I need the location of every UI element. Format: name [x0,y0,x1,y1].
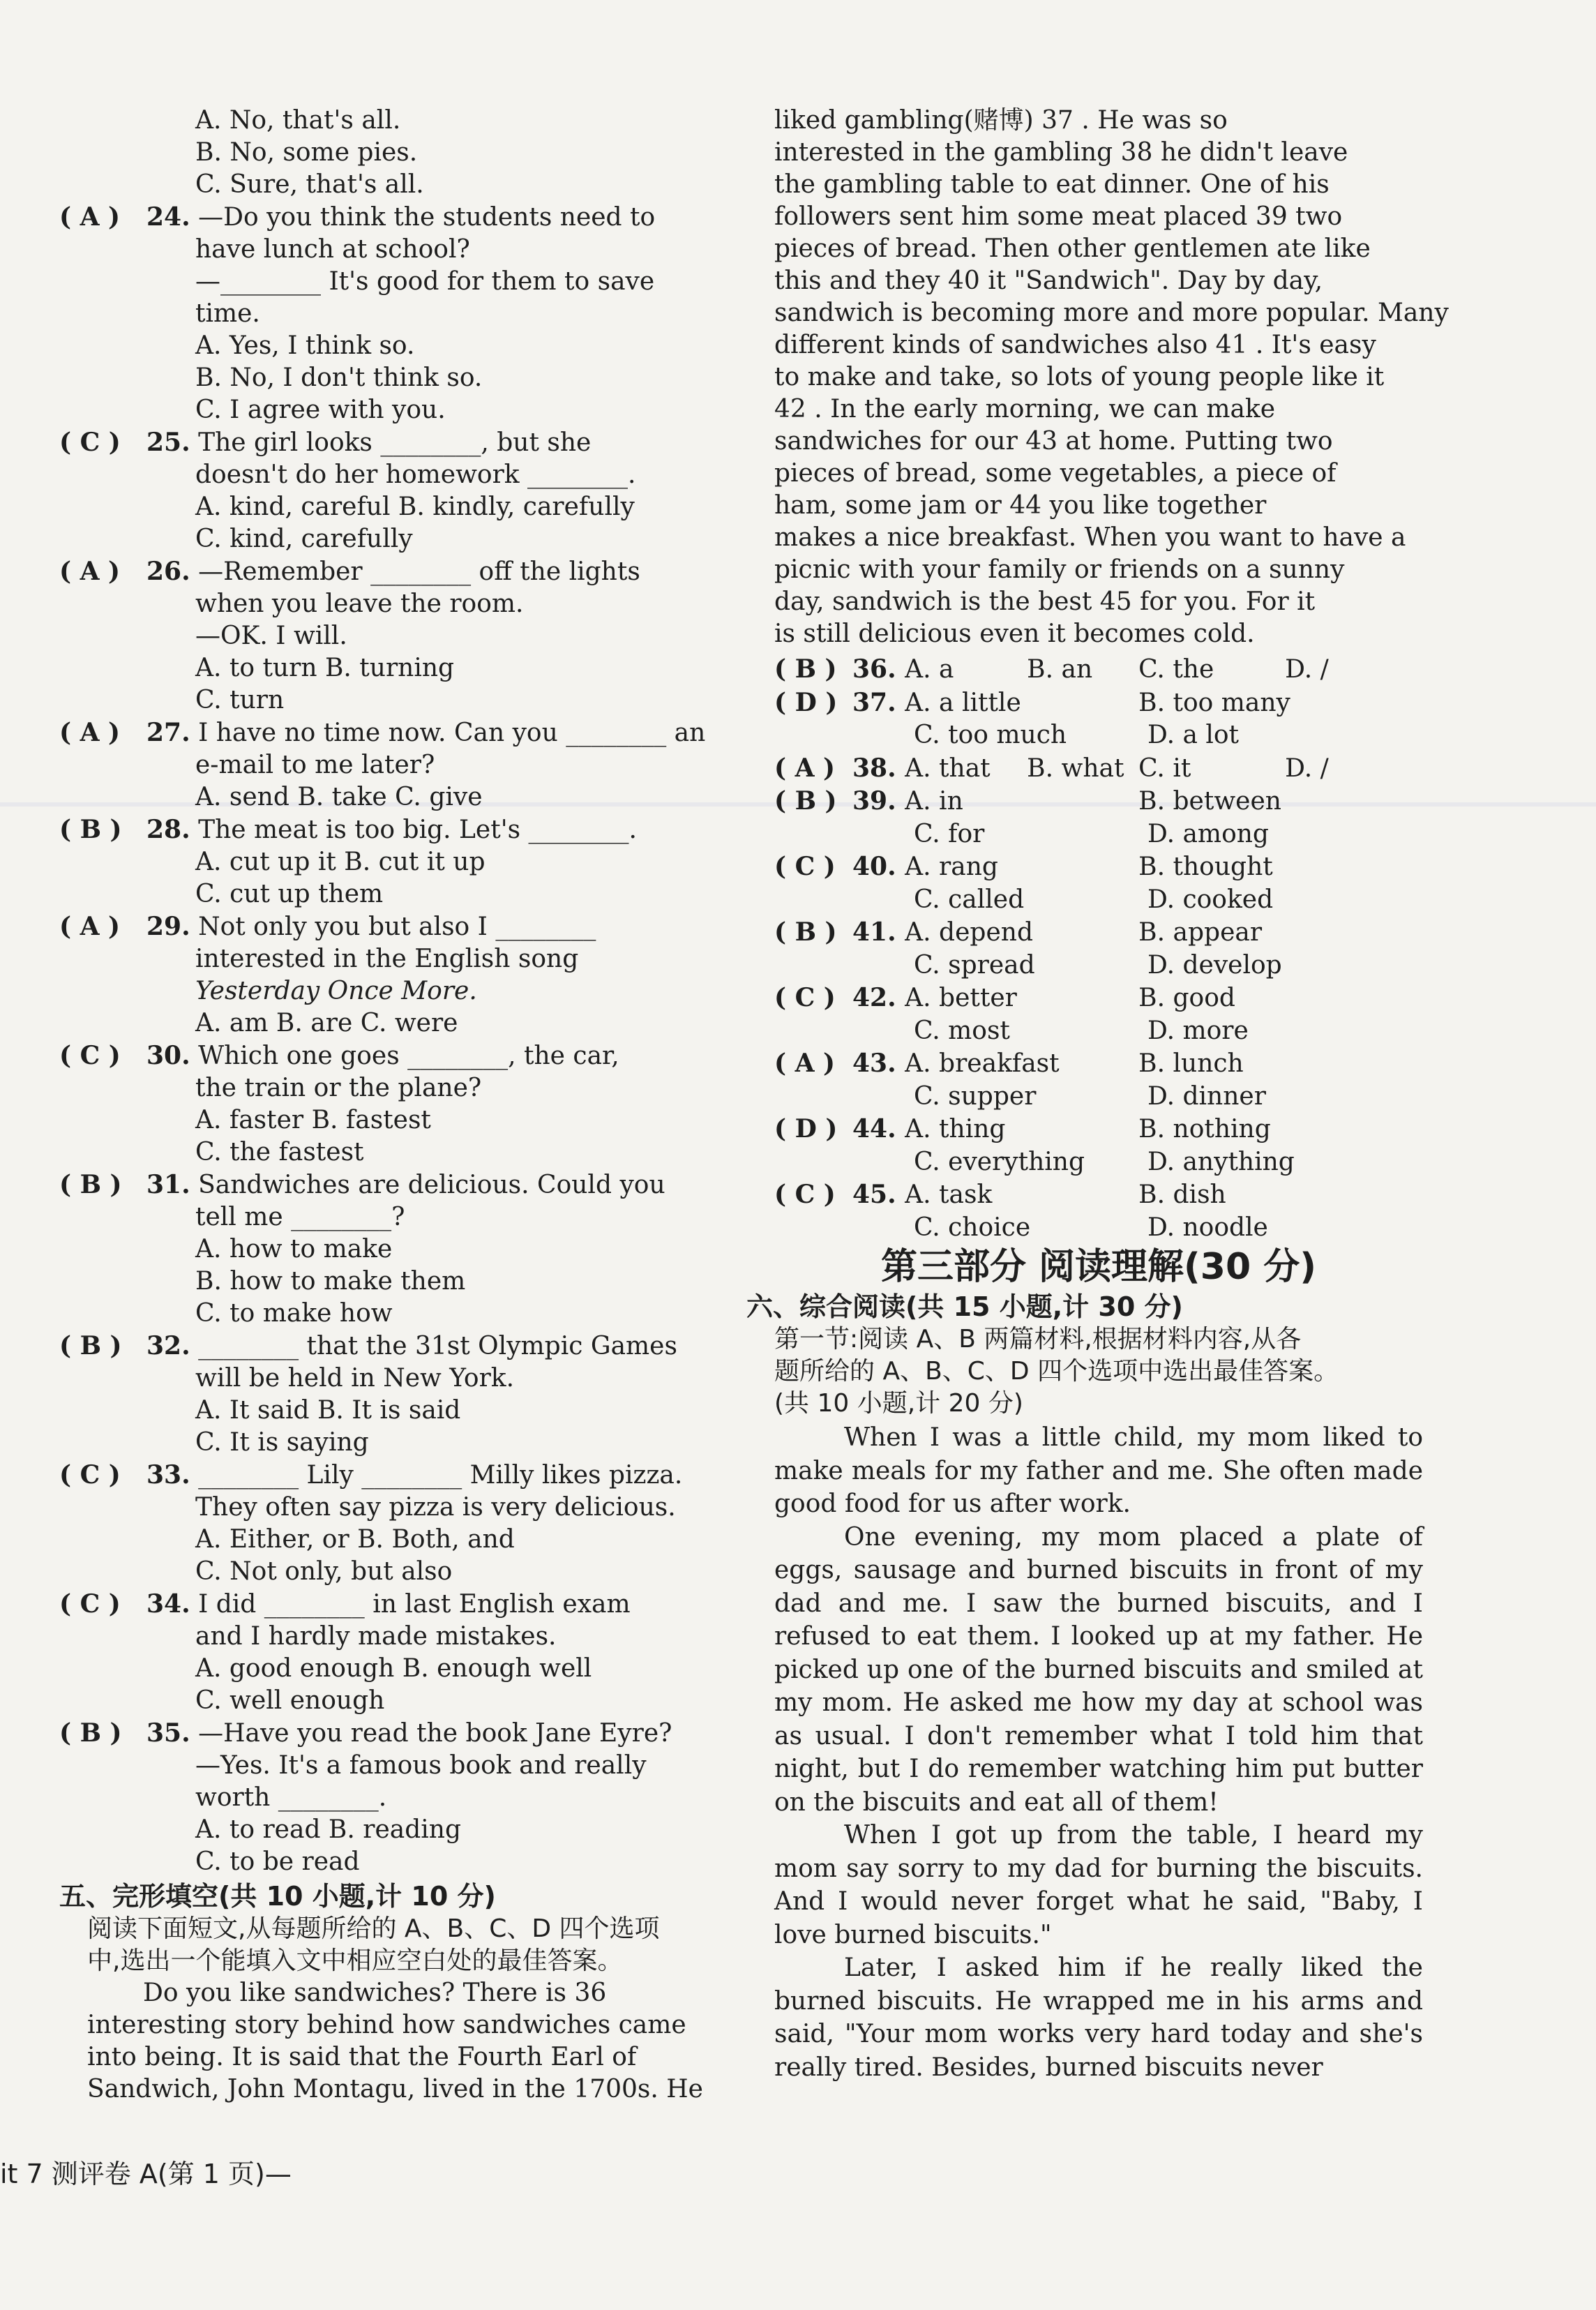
cloze-question-42 [774,982,1423,1015]
question-stem: ________ that the 31st Olympic Games [190,1332,677,1360]
option-b: B. what [1027,753,1124,783]
part3-title: 第三部分 阅读理解(30 分) [880,1246,1317,1288]
option-b: B. an [1027,655,1093,684]
question-26 [59,555,725,588]
answer-mark: ( B ) [774,917,837,947]
cloze-question-40 [774,850,1423,884]
question-30 [59,1040,725,1072]
option-d: D. a lot [1147,721,1240,749]
question-stem-cont: doesn't do her homework ________. [195,460,636,489]
cloze-options-row2 [774,1015,1423,1048]
section5-instruction-1: 阅读下面短文,从每题所给的 A、B、C、D 四个选项 [87,1914,660,1943]
reading-paragraph: When I was a little child, my mom liked to make meals for my father and me. She often made good food for us after work. [774,1423,1423,1518]
question-stem-cont: They often say pizza is very delicious. [195,1493,676,1522]
option-a: A. thing [905,1115,1006,1143]
option-line: C. I agree with you. [195,396,446,424]
cloze-question-45 [774,1178,1423,1212]
option-line: C. turn [195,686,285,714]
question-stem-cont: tell me ________? [195,1203,405,1231]
question-number: 29. [146,912,190,941]
instruction-line: 题所给的 A、B、C、D 四个选项中选出最佳答案。 [774,1357,1339,1386]
option-line: A. to read B. reading [195,1815,462,1844]
option-a: A. rang [905,853,998,881]
passage-line: is still delicious even it becomes cold. [774,620,1255,648]
question-stem-cont: the train or the plane? [195,1074,482,1102]
answer-mark: ( C ) [59,428,121,457]
passage-line: ham, some jam or 44 you like together [774,491,1267,520]
option-b: B. between [1138,787,1281,816]
question-number: 36. [852,654,905,684]
option-d: D. among [1147,819,1269,848]
question-32 [59,1330,725,1363]
answer-mark: ( C ) [59,1041,121,1070]
question-stem-cont: worth ________. [195,1783,387,1812]
option-line: C. to be read [195,1847,360,1876]
question-35 [59,1717,725,1750]
question-stem: —Do you think the students need to [190,203,656,232]
passage-line: different kinds of sandwiches also 41 . It's easy [774,331,1376,359]
option-line: A. It said B. It is said [195,1396,461,1425]
question-number: 26. [146,557,190,586]
question-stem: Not only you but also I ________ [190,913,596,941]
option-c: C. supper [914,1081,1037,1111]
passage-line: day, sandwich is the best 45 for you. For it [774,587,1316,616]
option-b: B. appear [1138,918,1263,947]
answer-mark: ( C ) [59,1460,121,1490]
cloze-options-row2 [774,950,1423,982]
answer-mark: ( C ) [774,1180,836,1209]
question-number: 44. [852,1114,905,1143]
option-line: C. cut up them [195,880,384,908]
option-a: A. a little [905,688,1021,717]
question-28 [59,813,725,846]
question-29 [59,910,725,943]
option-d: D. / [1285,753,1329,783]
cloze-question-44 [774,1113,1423,1146]
answer-mark: ( B ) [774,654,837,684]
answer-mark: ( C ) [774,852,836,881]
passage-line: 42 . In the early morning, we can make [774,395,1276,423]
answer-mark: ( A ) [774,1049,836,1078]
question-stem: —Have you read the book Jane Eyre? [190,1719,672,1748]
passage-line: sandwich is becoming more and more popular. Many [774,299,1449,327]
question-27 [59,717,725,749]
passage-line: interesting story behind how sandwiches came [87,2011,686,2039]
question-number: 38. [852,753,905,783]
option-line: A. to turn B. turning [195,654,455,682]
cloze-options-row2 [774,1146,1423,1179]
answer-mark: ( B ) [59,815,122,844]
cloze-options-row2 [774,719,1423,752]
answer-mark: ( A ) [774,753,836,783]
question-stem: Which one goes ________, the car, [190,1042,619,1070]
answer-mark: ( B ) [59,1718,122,1748]
answer-mark: ( A ) [59,202,121,232]
question-number: 37. [852,687,905,717]
left-column [59,105,725,2106]
question-number: 28. [146,815,190,844]
option-a: A. a [905,655,954,684]
section5-title: 五、完形填空(共 10 小题,计 10 分) [59,1881,496,1912]
option-d: D. develop [1147,950,1282,980]
instruction-line: (共 10 小题,计 20 分) [774,1389,1023,1418]
question-stem: The meat is too big. Let's ________. [190,816,637,844]
cloze-questions [774,653,1423,1244]
question-number: 33. [146,1460,190,1490]
answer-mark: ( D ) [774,687,838,717]
option-line: A. how to make [195,1235,393,1263]
page-footer: it 7 测评卷 A(第 1 页)— [0,2159,292,2189]
question-stem: The girl looks ________, but she [190,428,592,457]
question-stem: —Remember ________ off the lights [190,557,640,586]
question-stem-cont: —Yes. It's a famous book and really [195,1751,647,1780]
question-stem-cont: Yesterday Once More. [195,977,477,1005]
answer-mark: ( C ) [774,983,836,1012]
answer-mark: ( C ) [59,1589,121,1619]
option-line: A. good enough B. enough well [195,1654,592,1683]
passage-line: to make and take, so lots of young people like it [774,363,1385,391]
reading-paragraph: When I got up from the table, I heard my mom say sorry to my dad for burning the biscuits. And I would never forget what he said, "Baby, I love burned biscuits." [774,1821,1423,1949]
answer-mark: ( A ) [59,557,121,586]
reading-passage [774,1421,1423,2084]
option-line: C. to make how [195,1299,393,1328]
question-24 [59,201,725,234]
q23-options [59,105,725,201]
question-25 [59,426,725,459]
cloze-options-row2 [774,818,1423,851]
cloze-question-38 [774,752,1423,786]
answer-mark: ( B ) [774,786,837,816]
passage-line: pieces of bread. Then other gentlemen ate like [774,234,1371,263]
option-a: A. breakfast [905,1049,1060,1078]
passage-line: liked gambling(赌博) 37 . He was so [774,106,1228,135]
passage-line: followers sent him some meat placed 39 two [774,202,1343,231]
option-line: C. well enough [195,1686,385,1715]
question-stem-cont: time. [195,299,260,328]
question-number: 25. [146,428,190,457]
option-line: B. No, I don't think so. [195,363,483,392]
passage-line: this and they 40 it "Sandwich". Day by day, [774,267,1323,295]
option-c: C. most [914,1016,1010,1045]
cloze-question-41 [774,916,1423,950]
option-d: D. cooked [1147,885,1274,914]
answer-mark: ( A ) [59,912,121,941]
question-number: 45. [852,1180,905,1209]
option-line: B. how to make them [195,1267,466,1296]
option-c: C. called [914,885,1025,914]
option-a: A. depend [905,918,1033,947]
option-line: C. kind, carefully [195,525,413,553]
cloze-question-36 [774,653,1423,687]
question-stem-cont: have lunch at school? [195,235,470,264]
question-number: 40. [852,852,905,881]
passage-line: sandwiches for our 43 at home. Putting two [774,427,1333,456]
question-stem-cont: interested in the English song [195,945,579,973]
question-number: 30. [146,1041,190,1070]
question-stem-cont: and I hardly made mistakes. [195,1622,557,1651]
option-b: B. lunch [1138,1049,1244,1078]
option-line: C. It is saying [195,1428,369,1457]
answer-mark: ( A ) [59,718,121,747]
option-b: B. nothing [1138,1115,1271,1143]
question-33 [59,1459,725,1492]
cloze-options-row2 [774,1212,1423,1245]
option-line: A. send B. take C. give [195,783,483,811]
instruction-line: 第一节:阅读 A、B 两篇材料,根据材料内容,从各 [774,1325,1302,1353]
option-line: C. Sure, that's all. [195,170,424,199]
option-d: D. noodle [1147,1213,1268,1242]
option-line: A. am B. are C. were [195,1009,458,1037]
option-line: A. faster B. fastest [195,1106,431,1134]
option-line: A. Either, or B. Both, and [195,1525,515,1554]
option-a: A. better [905,984,1017,1012]
question-number: 41. [852,917,905,947]
cloze-question-37 [774,687,1423,720]
cloze-options-row2 [774,884,1423,917]
question-stem-cont: —________ It's good for them to save [195,267,655,296]
option-line: A. No, that's all. [195,106,401,135]
option-d: D. more [1147,1016,1249,1045]
reading-paragraph: One evening, my mom placed a plate of eggs, sausage and burned biscuits in front of my dad and me. I saw the burned biscuits, and I refused to eat them. I looked up at my father. He picked up one of the burned biscuits and smiled at my mom. He asked me how my day at school was as usual. I don't remember what I told him that night, but I do remember watching him put butter on the biscuits and eat all of them! [774,1522,1423,1817]
option-d: D. anything [1147,1147,1295,1176]
option-c: C. spread [914,950,1035,980]
option-a: A. in [905,787,963,816]
option-c: C. the [1138,655,1214,684]
question-number: 39. [852,786,905,816]
section5-instruction-2: 中,选出一个能填入文中相应空白处的最佳答案。 [87,1947,623,1975]
reading-paragraph: Later, I asked him if he really liked the burned biscuits. He wrapped me in his arms and said, "Your mom works very hard today and she's really tired. Besides, burned biscuits never [774,1953,1423,2082]
cloze-question-43 [774,1047,1423,1081]
question-number: 43. [852,1049,905,1078]
question-stem-cont: —OK. I will. [195,622,347,650]
option-c: C. for [914,819,985,848]
cloze-question-39 [774,785,1423,818]
section6-instruction [774,1323,1423,1420]
option-c: C. choice [914,1213,1031,1242]
cloze-passage-continued [774,105,1449,650]
option-line: A. Yes, I think so. [195,331,415,360]
option-line: A. cut up it B. cut it up [195,848,485,876]
option-b: B. good [1138,984,1235,1012]
answer-mark: ( B ) [59,1331,122,1360]
passage-line: pieces of bread, some vegetables, a piece of [774,459,1337,488]
question-number: 35. [146,1718,190,1748]
question-number: 31. [146,1170,190,1199]
question-stem-cont: when you leave the room. [195,590,524,618]
option-b: B. dish [1138,1180,1226,1209]
section6-title: 六、综合阅读(共 15 小题,计 30 分) [746,1291,1183,1322]
passage-line: interested in the gambling 38 he didn't leave [774,138,1348,167]
question-31 [59,1169,725,1201]
question-stem: I did ________ in last English exam [190,1590,631,1619]
passage-line: makes a nice breakfast. When you want to have a [774,523,1406,552]
option-line: C. the fastest [195,1138,364,1167]
answer-mark: ( B ) [59,1170,122,1199]
question-number: 27. [146,718,190,747]
question-stem-cont: will be held in New York. [195,1364,515,1393]
answer-mark: ( D ) [774,1114,838,1143]
option-a: A. that [905,753,991,783]
question-number: 32. [146,1331,190,1360]
question-number: 34. [146,1589,190,1619]
question-stem-cont: e-mail to me later? [195,751,435,779]
question-stem: ________ Lily ________ Milly likes pizza. [190,1461,683,1490]
question-number: 24. [146,202,190,232]
cloze-options-row2 [774,1081,1423,1113]
option-c: C. too much [914,721,1067,749]
option-d: D. / [1285,655,1329,684]
passage-line: Sandwich, John Montagu, lived in the 1700s. He [87,2075,703,2103]
passage-line: the gambling table to eat dinner. One of his [774,170,1330,199]
option-b: B. too many [1138,688,1290,717]
option-line: A. kind, careful B. kindly, carefully [195,493,635,521]
question-number: 42. [852,983,905,1012]
option-d: D. dinner [1147,1081,1266,1111]
question-34 [59,1588,725,1621]
passage-line: Do you like sandwiches? There is 36 [143,1979,607,2007]
option-line: C. Not only, but also [195,1557,453,1586]
cloze-passage-start [59,1977,725,2106]
option-line: B. No, some pies. [195,138,418,167]
option-c: C. it [1138,753,1191,783]
option-a: A. task [905,1180,993,1209]
question-stem: Sandwiches are delicious. Could you [190,1171,665,1199]
passage-line: picnic with your family or friends on a sunny [774,555,1345,584]
question-stem: I have no time now. Can you ________ an [190,719,706,747]
passage-line: into being. It is said that the Fourth Earl of [87,2043,637,2071]
right-column [746,105,1449,2084]
question-list-left [59,201,725,1878]
option-b: B. thought [1138,853,1273,881]
option-c: C. everything [914,1147,1085,1176]
